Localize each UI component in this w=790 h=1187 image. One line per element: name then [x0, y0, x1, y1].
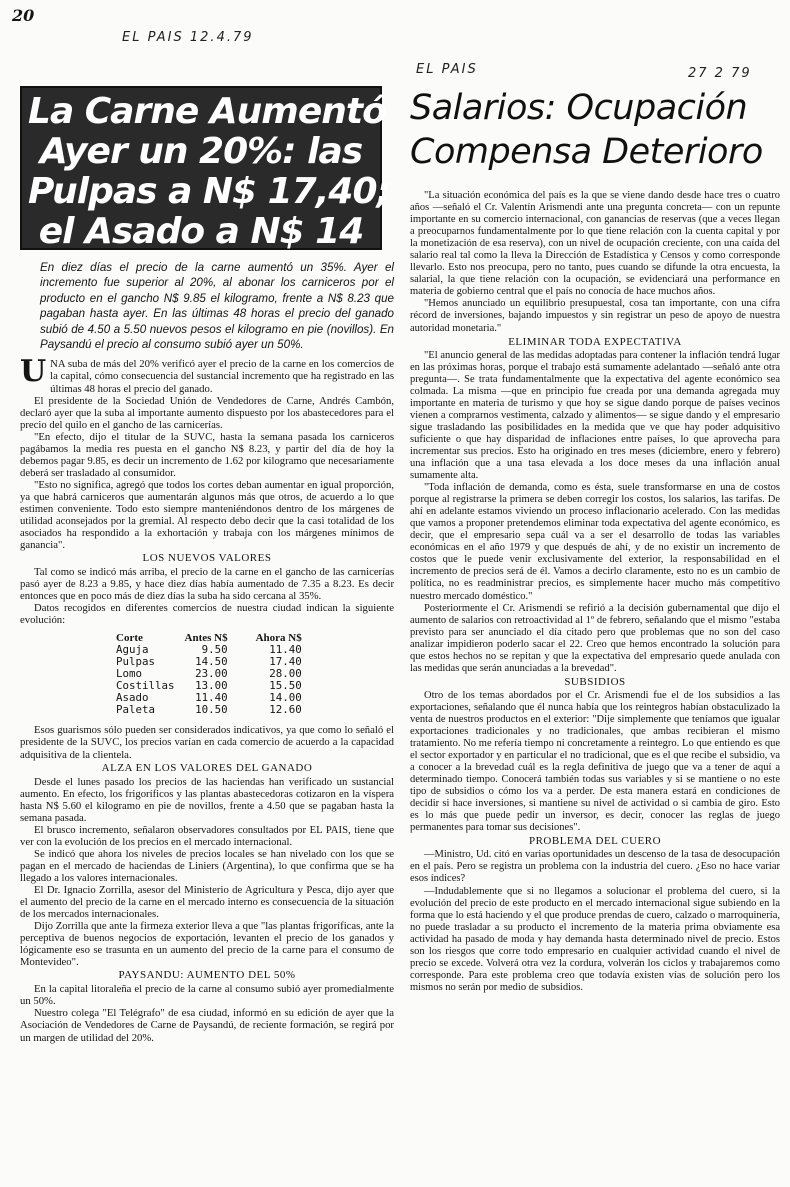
left-paragraph: Dijo Zorrilla que ante la firmeza exterior lleva a que "las plantas frigoríficas, ante la perceptiva de buenos negocios de exportación, levanten el precio de los ganados y lógicamente eso se trasunta en un aumento del precio de la carne para el consumo de Montevideo".	[20, 920, 394, 969]
left-headline-line: el Asado a N$ 14	[38, 211, 364, 252]
table-row: Costillas 13.00 15.50	[116, 679, 302, 693]
left-paragraph: El Dr. Ignacio Zorrilla, asesor del Ministerio de Agricultura y Pesca, dijo ayer que el aumento del precio de la carne en el mercado interno es consecuencia de la situación de los mercados internacionales.	[20, 883, 394, 921]
right-subheading: SUBSIDIOS	[564, 675, 626, 688]
table-row: Asado 11.40 14.00	[116, 691, 302, 705]
right-headline-line: Salarios: Ocupación	[410, 88, 748, 128]
right-body	[410, 190, 780, 994]
drop-cap: U	[20, 354, 47, 390]
table-header-cell: Antes N$	[184, 632, 228, 645]
table-header-cell: Corte	[116, 632, 143, 645]
table-row: Aguja 9.50 11.40	[116, 643, 302, 657]
left-paragraph: En la capital litoraleña el precio de la carne al consumo subió ayer promedialmente un 50%.	[20, 983, 394, 1008]
right-paragraph: "Hemos anunciado un equilibrio presupuestal, cosa tan importante, con una cifra récord de inversiones, bajando impuestos y sin registrar un peso de apoyo de nuestra autoridad monetaria."	[410, 298, 780, 334]
left-paragraph: Se indicó que ahora los niveles de precios locales se han nivelado con los que se pagan en el mercado de haciendas de Liniers (Argentina), lo que confirma que se ha llegado a los valores internacionales.	[20, 847, 394, 884]
right-article	[410, 86, 780, 994]
table-row: Pulpas 14.50 17.40	[116, 655, 302, 669]
left-paragraph: El presidente de la Sociedad Unión de Vendedores de Carne, Andrés Cambón, declaró ayer que la suba al importante aumento dispuesto por los abastecedores para el precio del quilo en el gancho de las carnicerías.	[20, 394, 394, 431]
right-paragraph: "La situación económica del país es la que se viene dando desde hace tres o cuatro años —señaló el Cr. Valentín Arismendi ante una pregunta concreta— con un repunte importante en su comercio internacional, con ganancias de reservas (que a veces llegan a preocuparnos fundamentalmente por lo que tiene relación con la cuenta capital y por la monetización de esa reserva), con un nivel de ocupación creciente, con una caída del salario real tal como la lleva la Dirección de Estadística y Censos y como corresponde llevarlo. Esto nos preocupa, pero no tanto, pues cuando se difunde la otra encuesta, la salarial, la que tiene relación con la ocupación, se evidenciará una performance en materia de gobierno central que el país no conocía de hace muchos años.	[410, 190, 780, 298]
left-subheading: ALZA EN LOS VALORES DEL GANADO	[101, 761, 313, 774]
table-header-cell: Ahora N$	[255, 632, 302, 645]
right-paragraph: Posteriormente el Cr. Arismendi se refirió a la decisión gubernamental que dijo el aumento de salarios con retroactividad al 1º de febrero, señalando que el mismo "estaba previsto para ser anunciado el día citado pero que problemas que no son del caso analizar impidieron poderlo sacar el 22. Creo que hemos encontrado la solución para que estos hechos no se repitan y que la expectativa del empresario quede anulada con las medidas que serán anunciadas a la brevedad".	[410, 602, 780, 674]
left-paragraph: Esos guarismos sólo pueden ser considerados indicativos, ya que como lo señaló el presidente de la SUVC, los precios varían en cada comercio de acuerdo a la capacidad adquisitiva de la clientela.	[20, 724, 394, 761]
right-paragraph: "El anuncio general de las medidas adoptadas para contener la inflación tendrá lugar en las próximas horas, porque el trabajo está sumamente adelantado —señaló ante otra pregunta—. Se trata fundamentalmente que la expectativa del agente económico sea colmada. La misma —que en principio fue creada por una demanda agregada muy importante en materia de turismo y que hoy se sigue dando porque de países vecinos vienen a comprarnos vestimenta, calzado y alimentos— se sigue dando y el empresario sigue trasladando las posibilidades en la medida que ve que hay poder adquisitivo suficiente o que hay disparidad de inflaciones entre países, lo que aprovecha para incrementar sus precios. Esto ha originado en tres meses (diciembre, enero y febrero) una inflación que a una tasa elevada a los doce meses da una inflación anual sumamente alta.	[410, 349, 780, 482]
left-paragraph: "En efecto, dijo el titular de la SUVC, hasta la semana pasada los carniceros pagábamos la media res puesta en el gancho N$ 8.23, y partir del día de hoy la debemos pagar 9.85, es decir un incremento de 1.62 por kilogramo que necesariamente deberá ser trasladado al consumidor.	[20, 430, 394, 479]
left-headline-line: La Carne Aumentó	[28, 91, 386, 132]
left-article	[20, 86, 394, 1044]
left-paragraph: El brusco incremento, señalaron observadores consultados por EL PAIS, tiene que ver con la evolución de los precios en el mercado internacional.	[20, 823, 394, 848]
handwritten-source-note-right: EL PAIS	[416, 62, 478, 77]
handwritten-date-right: 27 2 79	[688, 66, 752, 81]
right-paragraph: —Ministro, Ud. citó en varias oportunidades un descenso de la tasa de desocupación en el país. Pero se registra un problema con la industria del cuero. ¿Eso no hace variar esos índices?	[410, 849, 780, 885]
left-lead-paragraph: En diez días el precio de la carne aumentó un 35%. Ayer el incremento fue superior al 20%, al abonar los carniceros por el producto en el gancho N$ 9.85 el kilogramo, frente a N$ 8.23 que pagaban hasta ayer. En las últimas 48 horas el precio del ganado subió de 4.50 a 5.50 nuevos pesos el kilogramo en pie (novillos). En Paysandú el precio al consumo subió ayer un 50%.	[40, 261, 394, 352]
left-subheading: PAYSANDU: AUMENTO DEL 50%	[118, 969, 296, 982]
table-row: Lomo 23.00 28.00	[116, 667, 302, 681]
page-number: 20	[12, 6, 35, 25]
left-headline-line: Pulpas a N$ 17,40;	[28, 171, 390, 212]
left-paragraph: Desde el lunes pasado los precios de las haciendas han verificado un sustancial aumento. En efecto, los frigoríficos y las plantas abastecedoras cotizaron en la víspera hasta N$ 5.60 el kilogramo en pie de novillos, frente a 4.50 que se pagaban hasta la semana pasada.	[20, 775, 394, 824]
left-headline-line: Ayer un 20%: las	[39, 131, 363, 172]
left-paragraph: UNA suba de más del 20% verificó ayer el precio de la carne en los comercios de la capital, cómo consecuencia del sustancial incremento que ha registrado en las últimas 48 horas el precio del ganado.	[20, 354, 394, 395]
price-table	[116, 632, 330, 716]
left-paragraph: "Esto no significa, agregó que todos los cortes deban aumentar en igual proporción, ya que habrá carniceros que aumentarán algunos más que otros, de acuerdo a lo que estimen conveniente. Todo esto siempre manteniéndonos dentro de los márgenes de utilidad aconsejados por la gremial. Al respecto debo decir que la casi totalidad de los asociados ha respondido a la exhortación y trabaja con los márgenes mínimos de ganancia".	[20, 478, 394, 552]
right-paragraph: "Toda inflación de demanda, como es ésta, suele transformarse en una de costos porque al registrarse la primera se deben corregir los costos, los salarios, las tarifas. De ahí en adelante estamos viviendo un proceso inflacionario acelerado. Con las medidas que vamos a proponer pretendemos eliminar toda expectativa del agente económico, es decir, que el empresario sepa cuál va a ser el desarrollo de todas las variables económicas en el año 1979 y que después de ahí, y de no existir un incremento de costos que le puede venir exclusivamente del exterior, la responsabilidad en el incremento de precios será de él. Vamos a decirlo claramente, esto no es un cambio de política, no es readministrar precios, es simplemente hacer mucho más competitivo nuestro mercado doméstico."	[410, 482, 780, 602]
right-headline-line: Compensa Deterioro	[410, 132, 763, 172]
right-subheading: ELIMINAR TODA EXPECTATIVA	[508, 335, 682, 348]
right-paragraph: Otro de los temas abordados por el Cr. Arismendi fue el de los subsidios a las exportaciones, señalando que él nunca había que los reintegros habían obstaculizado la venta de nuestros productos en el exterior: "Dije simplemente que teníamos que igualar exportaciones tradicionales y no tradicionales, que ambas recibieran el mismo tratamiento. No me refería tiempo ni concretamente a reintegro. Lo que entiendo es que el sector exportador y en particular el no tradicional, que es el que recibe el subsidio, va a conocer a la brevedad cuál es la regla definitiva de juego que va a tener de aquí a determinado tiempo. Conocerá también todas sus variables y si se mantiene o no este tipo de subsidios o cómo los va a perder. De esta manera estará en condiciones de decidir si hace inversiones, si mantiene su nivel de actividad o si cambia de giro. Esto es lo más que puede pedir un inversor, es decir, conocer las reglas de juego permanentes para tomar sus decisiones".	[410, 689, 780, 834]
left-paragraph: Tal como se indicó más arriba, el precio de la carne en el gancho de las carnicerías pasó ayer de 8.23 a 9.85, y hace diez días había aumentado de 7.35 a 8.23. Es decir entonces que en poco más de diez días la suba ha sido cercana al 35%.	[20, 566, 394, 603]
left-subheading: LOS NUEVOS VALORES	[142, 552, 272, 565]
left-paragraph: Datos recogidos en diferentes comercios de nuestra ciudad indican la siguiente evolución:	[20, 602, 394, 627]
left-body	[20, 354, 394, 1044]
handwritten-source-note-left: EL PAIS 12.4.79	[122, 30, 254, 45]
right-paragraph: —Indudablemente que si no llegamos a solucionar el problema del cuero, si la evolución del precio de este producto en el mercado internacional sigue subiendo en la forma que lo está haciendo y el que produce prendas de cuero, calzado o marroquinería, no puede trasladar a su producto el incremento de la materia prima obviamente esa actividad ha pasado de moda y hay demanda hasta determinado nivel de precio. Estos son los riesgos que corre todo empresario en cualquier actividad cuando el nivel de precio se excede. Volverá otra vez la cordura, volverán los ciclos y trabajaremos como corresponde. Para este problema creo que todavía existen vías de solución pero los mismos no serán por medio de subsidios.	[410, 885, 780, 993]
table-row: Paleta 10.50 12.60	[116, 703, 302, 717]
right-subheading: PROBLEMA DEL CUERO	[528, 835, 662, 848]
left-paragraph: Nuestro colega "El Telégrafo" de esa ciudad, informó en su edición de ayer que la Asociación de Vendedores de Carne de Paysandú, de reciente formación, se regirá por un margen de utilidad del 20%.	[20, 1007, 394, 1044]
left-headline	[20, 86, 390, 252]
